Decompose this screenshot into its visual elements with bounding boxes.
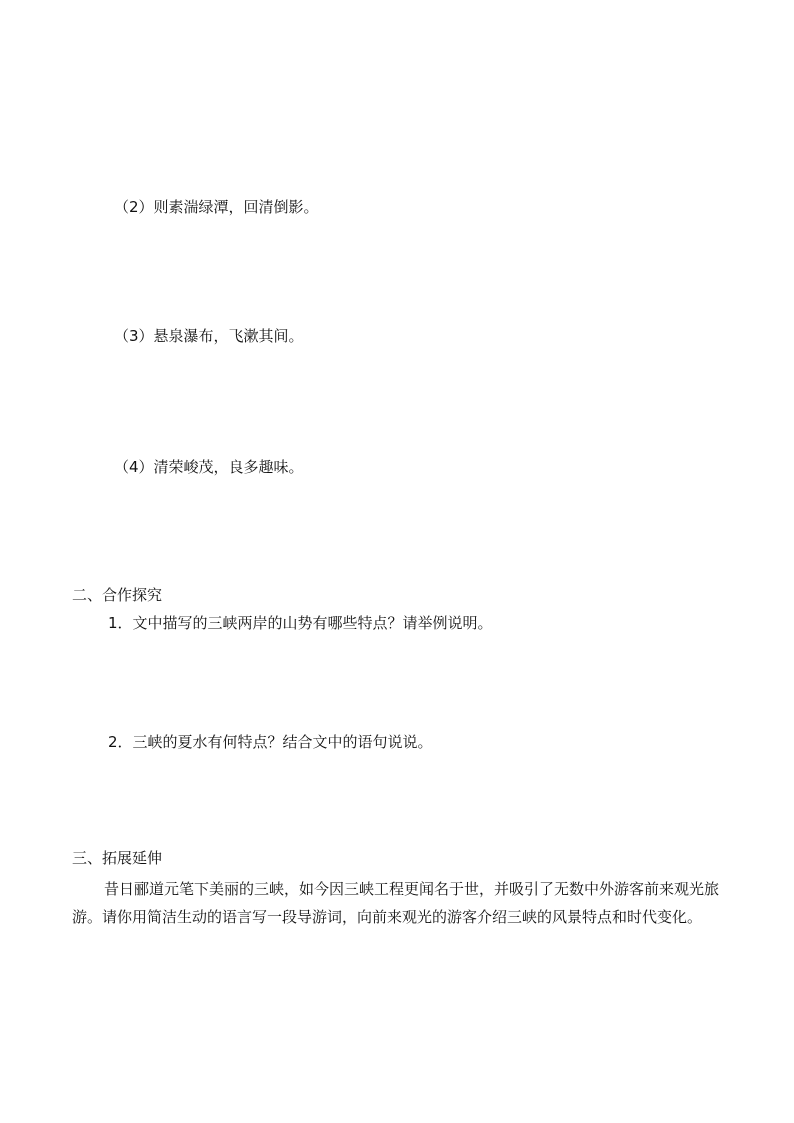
section-heading-cooperative-inquiry: 二、合作探究 (72, 586, 163, 604)
section-heading-extension: 三、拓展延伸 (72, 849, 163, 867)
translation-item-3: （3）悬泉瀑布，飞漱其间。 (114, 327, 304, 345)
translation-item-2: （2）则素湍绿潭，回清倒影。 (114, 198, 319, 216)
extension-prompt-paragraph: 昔日郦道元笔下美丽的三峡，如今因三峡工程更闻名于世，并吸引了无数中外游客前来观光旅游。请你用简洁生动的语言写一段导游词，向前来观光的游客介绍三峡的风景特点和时代变化。 (72, 880, 720, 926)
translation-item-4: （4）清荣峻茂，良多趣味。 (114, 458, 304, 476)
question-1: 1．文中描写的三峡两岸的山势有哪些特点？请举例说明。 (108, 614, 493, 632)
question-2: 2．三峡的夏水有何特点？结合文中的语句说说。 (108, 733, 433, 751)
